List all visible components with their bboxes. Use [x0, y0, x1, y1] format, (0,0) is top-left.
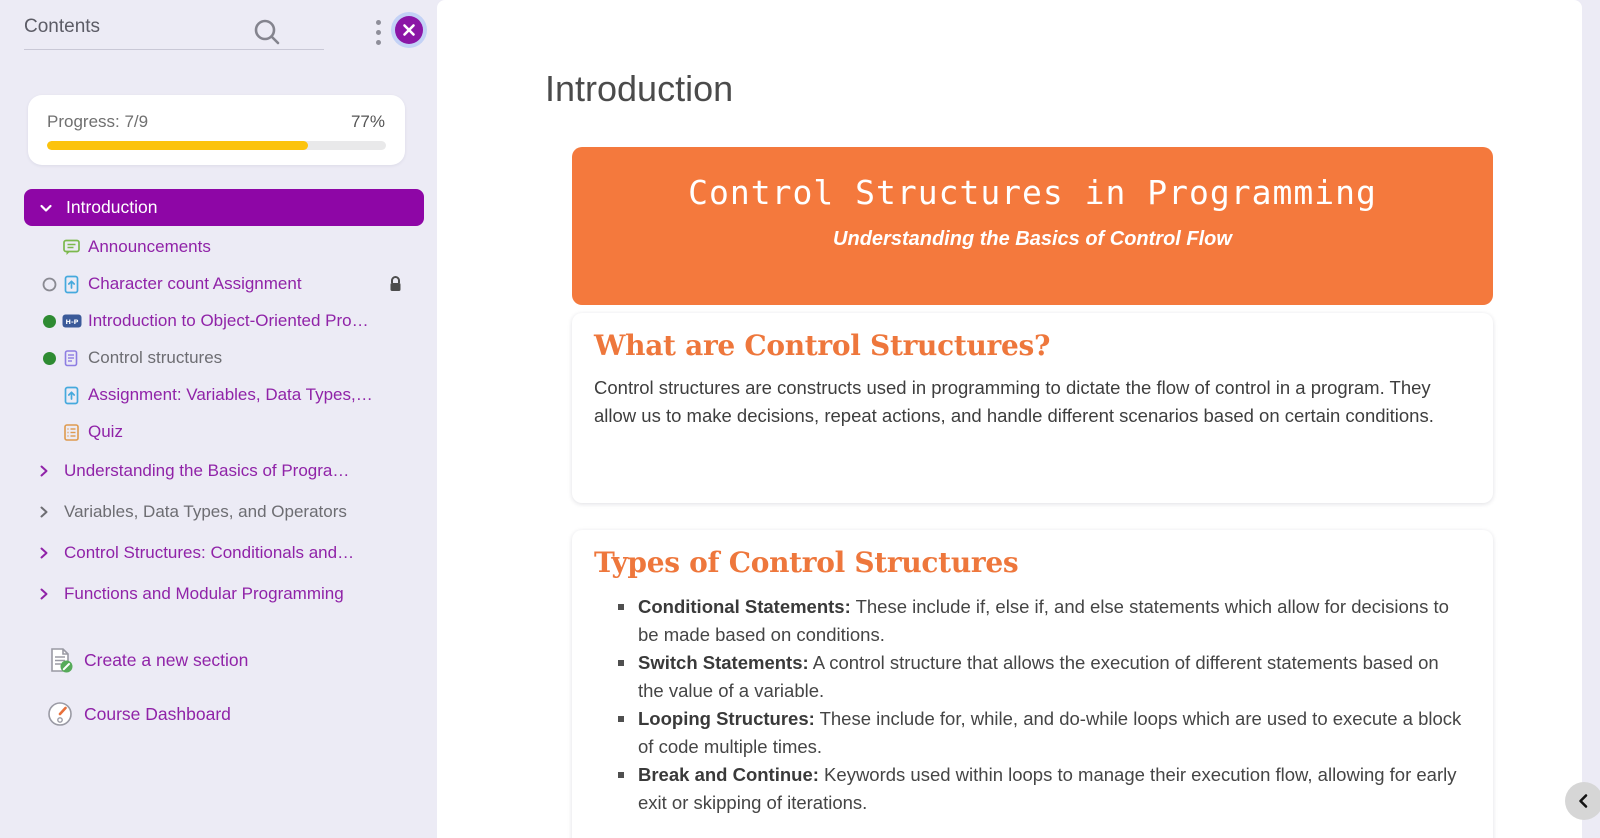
list-item-text: Keywords used within loops to manage their execution flow, allowing for early exit or skipping of iterations.: [638, 764, 1457, 813]
sidebar-item-label: Control structures: [88, 348, 223, 367]
sidebar-item-announcements[interactable]: [24, 232, 424, 262]
sidebar-item-quiz[interactable]: [24, 417, 424, 447]
page-title: Introduction: [545, 68, 734, 109]
list-item-lead: Switch Statements:: [638, 652, 809, 673]
collapse-drawer-button[interactable]: [1565, 782, 1600, 820]
sidebar-section-control-structures-conditionals[interactable]: [24, 538, 424, 568]
list-item-lead: Looping Structures:: [638, 708, 815, 729]
sidebar-section-variables-datatypes[interactable]: [24, 497, 424, 527]
list-item-lead: Break and Continue:: [638, 764, 819, 785]
list-item: [618, 593, 1469, 649]
sidebar-item-label: Character count Assignment: [88, 274, 302, 293]
progress-bar-fill: [47, 141, 308, 150]
sidebar-item-label: Announcements: [88, 237, 211, 256]
sidebar-item-control-structures[interactable]: [24, 343, 424, 373]
course-dashboard-link[interactable]: [24, 698, 404, 730]
list-item: [618, 761, 1469, 817]
sidebar-item-label: Introduction to Object-Oriented Pro…: [88, 311, 369, 330]
chevron-left-icon: [1575, 792, 1593, 810]
sidebar-section-introduction[interactable]: [24, 189, 424, 226]
chevron-right-icon: [36, 504, 56, 520]
create-new-section-link[interactable]: [24, 644, 404, 676]
h5p-icon: [62, 313, 84, 329]
list-item-text: These include for, while, and do-while loops which are used to execute a block of code multiple times.: [638, 708, 1462, 757]
list-item: [618, 649, 1469, 705]
sidebar-item-label: Quiz: [88, 422, 123, 441]
search-icon: [250, 15, 284, 49]
course-index-sidebar: [0, 0, 437, 838]
banner-title: Control Structures in Programming: [688, 173, 1377, 212]
close-sidebar-button[interactable]: [395, 16, 423, 44]
section-label: Introduction: [66, 197, 158, 217]
card-body-text: Control structures are constructs used in programming to dictate the flow of control in a program. They allow us to make decisions, repeat actions, and handle different scenarios based on certain conditions.: [594, 377, 1434, 426]
chevron-right-icon: [36, 463, 56, 479]
sidebar-item-assignment-variables[interactable]: [24, 380, 424, 410]
svg-text:H-P: H-P: [65, 318, 79, 326]
sidebar-item-character-count-assignment[interactable]: [24, 269, 424, 299]
progress-bar: [47, 141, 386, 150]
chevron-right-icon: [36, 586, 56, 602]
sidebar-options-button[interactable]: [368, 16, 388, 48]
lesson-banner: [572, 147, 1493, 305]
chevron-right-icon: [36, 545, 56, 561]
list-item-text: These include if, else if, and else statements which allow for decisions to be made based on conditions.: [638, 596, 1449, 645]
content-card-what-are-control-structures: [572, 313, 1493, 503]
sidebar-section-functions-modular[interactable]: [24, 579, 424, 609]
section-label: Control Structures: Conditionals and…: [64, 543, 355, 562]
close-icon: [402, 23, 416, 37]
new-section-icon: [46, 646, 76, 674]
assignment-upload-icon: [62, 386, 84, 405]
chevron-down-icon: [38, 200, 54, 216]
quiz-icon: [62, 423, 84, 442]
progress-percent: 77%: [350, 112, 385, 131]
sidebar-item-label: Assignment: Variables, Data Types,…: [88, 385, 373, 404]
card-heading: Types of Control Structures: [594, 546, 1019, 579]
sidebar-item-intro-oop[interactable]: [24, 306, 424, 336]
progress-card: [28, 95, 405, 165]
dashboard-gauge-icon: [46, 700, 76, 728]
sidebar-section-understanding-basics[interactable]: [24, 456, 424, 486]
lock-icon: [387, 275, 404, 293]
list-item-lead: Conditional Statements:: [638, 596, 851, 617]
course-dashboard-label: Course Dashboard: [84, 703, 231, 724]
completion-incomplete-icon: [42, 277, 62, 292]
page-icon: [62, 349, 84, 368]
search-button[interactable]: [250, 15, 284, 49]
section-label: Variables, Data Types, and Operators: [64, 502, 347, 521]
banner-subtitle: Understanding the Basics of Control Flow: [833, 228, 1232, 250]
create-new-section-label: Create a new section: [84, 649, 249, 670]
header-divider: [24, 49, 324, 50]
control-structure-types-list: [594, 593, 1469, 817]
card-heading: What are Control Structures?: [594, 329, 1051, 362]
contents-title: Contents: [24, 16, 101, 37]
completion-complete-icon: [42, 351, 62, 366]
section-label: Functions and Modular Programming: [64, 584, 344, 603]
progress-label: Progress: 7/9: [47, 112, 149, 131]
announcement-icon: [62, 238, 84, 257]
list-item: [618, 705, 1469, 761]
kebab-icon: [376, 20, 381, 45]
list-item-text: A control structure that allows the execution of different statements based on the value of a variable.: [638, 652, 1439, 701]
content-card-types-of-control-structures: [572, 530, 1493, 838]
main-content-panel: [437, 0, 1582, 838]
assignment-upload-icon: [62, 275, 84, 294]
section-label: Understanding the Basics of Progra…: [64, 461, 350, 480]
completion-complete-icon: [42, 314, 62, 329]
